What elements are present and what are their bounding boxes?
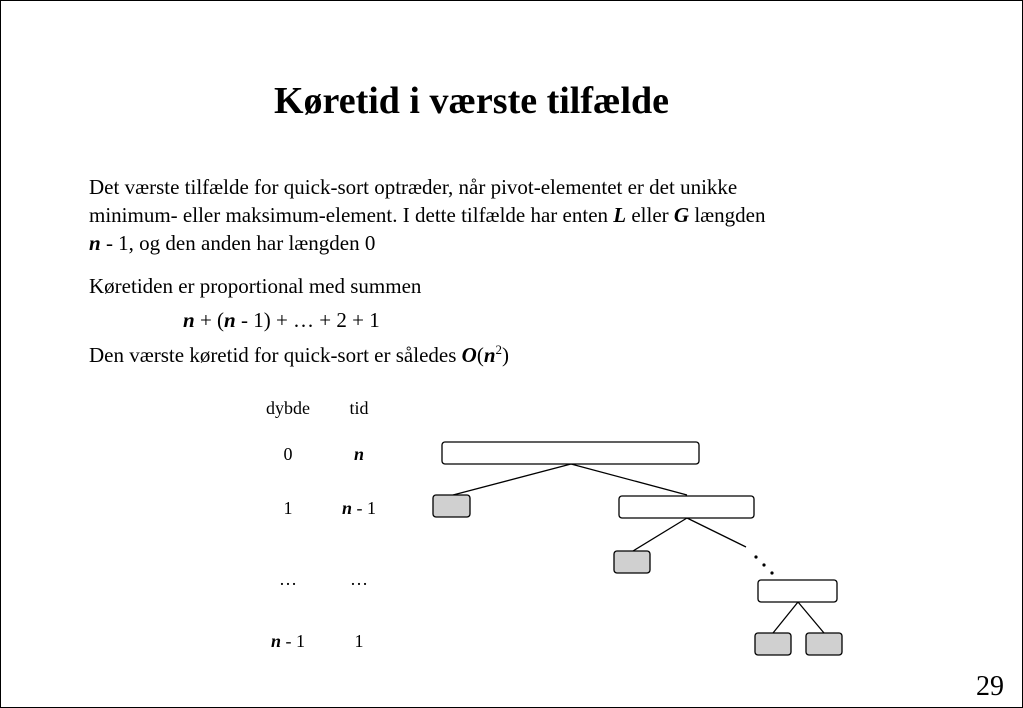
page-number: 29 <box>976 671 1004 702</box>
var-n: n <box>89 231 101 255</box>
time-1 <box>319 498 399 519</box>
conclusion-text: Den værste køretid for quick-sort er således <box>89 343 462 367</box>
leaf-level2 <box>614 551 650 573</box>
sum-n2: n <box>224 308 236 332</box>
time-last: 1 <box>354 631 364 651</box>
node-last <box>758 580 837 602</box>
time-1-rest: - 1 <box>352 498 376 518</box>
node-level1 <box>619 496 754 518</box>
time-ellipsis: … <box>350 569 368 589</box>
leaf-level1 <box>433 495 470 517</box>
header-time: tid <box>349 398 369 418</box>
paragraph-worst-case <box>89 173 889 257</box>
ellipsis-dots <box>754 555 773 574</box>
edge-root-left <box>453 464 571 495</box>
paragraph-line-3: - 1, og den anden har længden 0 <box>100 231 376 255</box>
big-o: O <box>461 343 477 367</box>
sum-n1: n <box>183 308 195 332</box>
sum-part-b: - 1) + … + 2 + 1 <box>235 308 380 332</box>
paren-close: ) <box>502 343 509 367</box>
edge-level1-right <box>687 518 746 547</box>
depth-ellipsis: … <box>279 569 297 589</box>
depth-0: 0 <box>283 444 293 464</box>
depth-last-var: n <box>270 631 281 651</box>
paragraph-line-1: Det værste tilfælde for quick-sort optræder, når pivot-elementet er det unikke <box>89 175 738 199</box>
edge-last-right <box>798 602 824 633</box>
var-G: G <box>673 203 690 227</box>
depth-last-rest: - 1 <box>281 631 305 651</box>
edge-last-left <box>773 602 798 633</box>
node-root <box>442 442 699 464</box>
sum-part-a: + ( <box>194 308 225 332</box>
edge-level1-left <box>633 518 687 551</box>
conclusion-n: n <box>483 343 496 367</box>
time-1-var: n <box>341 498 352 518</box>
paren-open: ( <box>476 343 484 367</box>
header-depth: dybde <box>266 398 310 418</box>
paragraph-line-2c: længden <box>689 203 766 227</box>
leaf-last-right <box>806 633 842 655</box>
edge-root-right <box>571 464 687 495</box>
time-0 <box>319 444 399 465</box>
sum-formula <box>183 306 380 334</box>
paragraph-proportional: Køretiden er proportional med summen <box>89 274 422 298</box>
depth-last <box>248 631 328 652</box>
exponent: 2 <box>495 342 502 357</box>
var-L: L <box>613 203 627 227</box>
slide-title: Køretid i værste tilfælde <box>273 80 670 122</box>
time-0-var: n <box>353 444 364 464</box>
paragraph-conclusion <box>89 341 509 369</box>
paragraph-line-2b: eller <box>626 203 674 227</box>
depth-1: 1 <box>283 498 293 518</box>
paragraph-line-2a: minimum- eller maksimum-element. I dette tilfælde har enten <box>89 203 614 227</box>
leaf-last-left <box>755 633 791 655</box>
